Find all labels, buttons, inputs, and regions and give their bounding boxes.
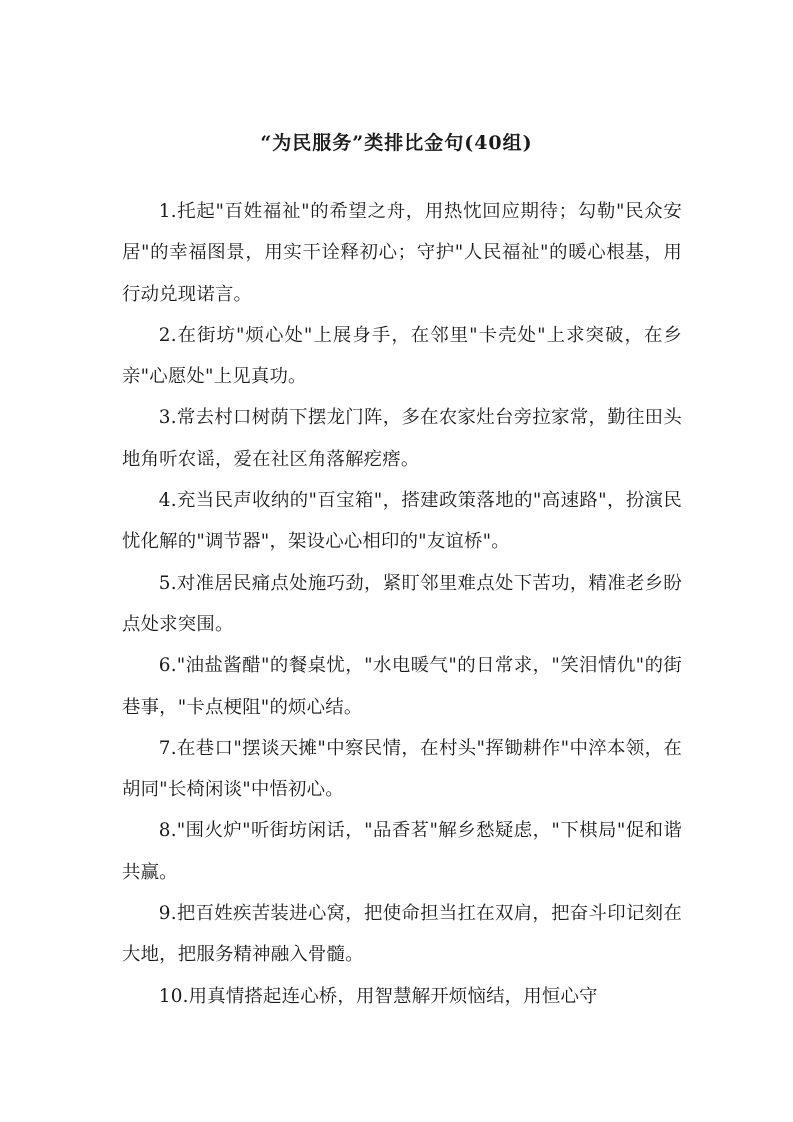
paragraph-10: 10.用真情搭起连心桥，用智慧解开烦恼结，用恒心守 xyxy=(158,985,598,1007)
paragraph-3: 3.常去村口树荫下摆龙门阵，多在农家灶台旁拉家常，勤往田头地角听农谣，爱在社区角落解疙瘩。 xyxy=(122,407,682,470)
document-title: “为民服务”类排比金句(40组) xyxy=(260,132,533,154)
document-body xyxy=(122,191,682,1017)
paragraph-4: 4.充当民声收纳的"百宝箱"，搭建政策落地的"高速路"，扮演民忧化解的"调节器"，架设心心相印的"友谊桥"。 xyxy=(122,490,682,553)
paragraph-8: 8."围火炉"听街坊闲话，"品香茗"解乡愁疑虑，"下棋局"促和谐共赢。 xyxy=(122,820,682,883)
paragraph-6: 6."油盐酱醋"的餐桌忧，"水电暖气"的日常求，"笑泪情仇"的街巷事，"卡点梗阻"的烦心结。 xyxy=(122,655,682,718)
paragraph-7: 7.在巷口"摆谈天摊"中察民情，在村头"挥锄耕作"中淬本领，在胡同"长椅闲谈"中悟初心。 xyxy=(122,737,682,801)
paragraph-2: 2.在街坊"烦心处"上展身手，在邻里"卡壳处"上求突破，在乡亲"心愿处"上见真功。 xyxy=(122,324,682,388)
paragraph-5: 5.对准居民痛点处施巧劲，紧盯邻里难点处下苦功，精准老乡盼点处求突围。 xyxy=(122,572,682,635)
paragraph-1: 1.托起"百姓福祉"的希望之舟，用热忱回应期待；勾勒"民众安居"的幸福图景，用实干诠释初心；守护"人民福祉"的暖心根基，用行动兑现诺言。 xyxy=(122,201,682,305)
paragraph-9: 9.把百姓疾苦装进心窝，把使命担当扛在双肩，把奋斗印记刻在大地，把服务精神融入骨髓。 xyxy=(122,903,682,966)
